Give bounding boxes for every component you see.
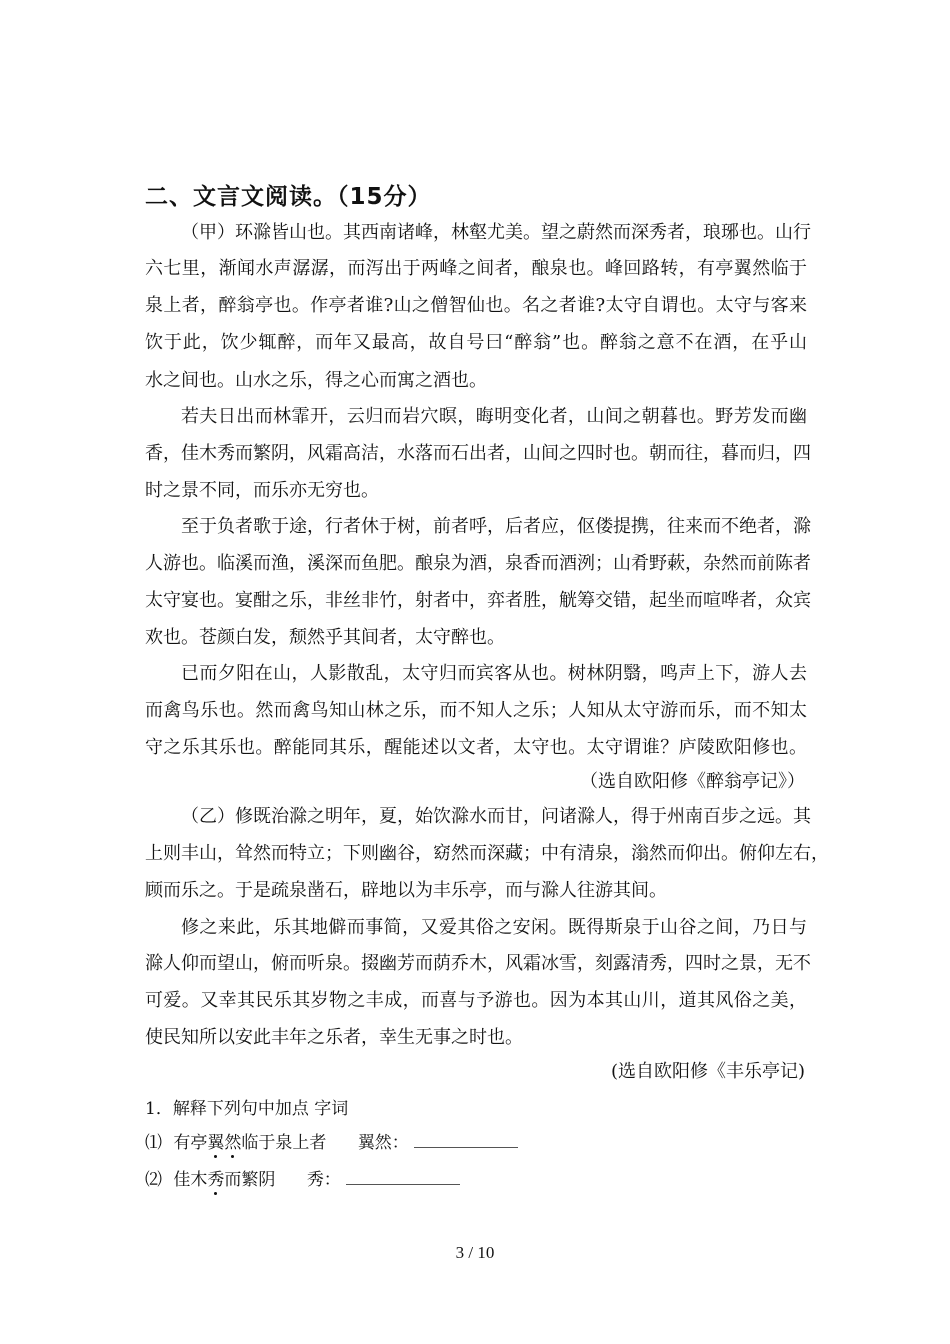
- passage-line: 至于负者歌于途，行者休于树，前者呼，后者应，伛偻提携，往来而不绝者，滁: [181, 516, 811, 537]
- passage-line: （乙）修既治滁之明年，夏，始饮滁水而甘，问诸滁人，得于州南百步之远。其: [181, 806, 811, 827]
- passage-line: 泉上者，醉翁亭也。作亭者谁?山之僧智仙也。名之者谁?太守自谓也。太守与客来: [145, 295, 807, 316]
- passage-line: 饮于此，饮少辄醉，而年又最高，故自号曰“醉翁”也。醉翁之意不在酒，在乎山: [145, 332, 807, 353]
- answer-blank[interactable]: [414, 1131, 518, 1148]
- passage-line: （甲）环滁皆山也。其西南诸峰，林壑尤美。望之蔚然而深秀者，琅琊也。山行: [181, 222, 811, 243]
- passage-line: 滁人仰而望山，俯而听泉。掇幽芳而荫乔木，风霜冰雪，刻露清秀，四时之景，无不: [145, 953, 811, 974]
- passage-line: 上则丰山，耸然而特立；下则幽谷，窈然而深藏；中有清泉，滃然而仰出。俯仰左右，: [145, 843, 829, 864]
- question-title: 1．解释下列句中加点 字词: [145, 1099, 349, 1119]
- passage-line: 修之来此，乐其地僻而事简，又爱其俗之安闲。既得斯泉于山谷之间，乃日与: [181, 917, 807, 938]
- passage-line: 时之景不同，而乐亦无穷也。: [145, 480, 379, 501]
- passage-line: 水之间也。山水之乐，得之心而寓之酒也。: [145, 370, 487, 391]
- passage-line: 守之乐其乐也。醉能同其乐，醒能述以文者，太守也。太守谓谁？庐陵欧阳修也。: [145, 737, 807, 758]
- dotted-character: 翼: [207, 1133, 225, 1153]
- passage-line: 使民知所以安此丰年之乐者，幸生无事之时也。: [145, 1027, 523, 1048]
- dotted-character: 秀: [207, 1170, 225, 1190]
- question-sentence-pre: 有亭: [173, 1133, 208, 1153]
- question-sentence-post: 而繁阴: [224, 1170, 276, 1190]
- passage-line: 欢也。苍颜白发，颓然乎其间者，太守醉也。: [145, 627, 505, 648]
- answer-blank[interactable]: [346, 1168, 460, 1185]
- source-citation-jia: （选自欧阳修《醉翁亭记》）: [580, 771, 805, 792]
- question-number: ⑵: [145, 1170, 162, 1190]
- question-item-2: [145, 1168, 460, 1192]
- page-number: 3 / 10: [455, 1243, 495, 1262]
- question-number: ⑴: [145, 1133, 162, 1153]
- question-sentence-pre: 佳木: [173, 1170, 208, 1190]
- passage-line: 可爱。又幸其民乐其岁物之丰成，而喜与予游也。因为本其山川，道其风俗之美，: [145, 990, 807, 1011]
- source-citation-yi: (选自欧阳修《丰乐亭记): [610, 1061, 805, 1082]
- answer-term: 秀：: [306, 1170, 341, 1190]
- passage-line: 六七里，渐闻水声潺潺，而泻出于两峰之间者，酿泉也。峰回路转，有亭翼然临于: [145, 258, 807, 279]
- passage-line: 顾而乐之。于是疏泉凿石，辟地以为丰乐亭，而与滁人往游其间。: [145, 880, 667, 901]
- passage-line: 若夫日出而林霏开，云归而岩穴暝，晦明变化者，山间之朝暮也。野芳发而幽: [181, 406, 807, 427]
- question-sentence-post: 临于泉上者: [241, 1133, 327, 1153]
- question-item-1: [145, 1131, 518, 1155]
- section-heading: 二、文言文阅读。（15分）: [145, 184, 432, 210]
- dotted-character: 然: [224, 1133, 242, 1153]
- passage-line: 而禽鸟乐也。然而禽鸟知山林之乐，而不知人之乐；人知从太守游而乐，而不知太: [145, 700, 807, 721]
- passage-line: 已而夕阳在山，人影散乱，太守归而宾客从也。树林阴翳，鸣声上下，游人去: [181, 663, 807, 684]
- passage-line: 人游也。临溪而渔，溪深而鱼肥。酿泉为酒，泉香而酒洌；山肴野蔌，杂然而前陈者: [145, 553, 811, 574]
- passage-line: 香，佳木秀而繁阴，风霜高洁，水落而石出者，山间之四时也。朝而往，暮而归，四: [145, 443, 811, 464]
- answer-term: 翼然：: [357, 1133, 409, 1153]
- passage-line: 太守宴也。宴酣之乐，非丝非竹，射者中，弈者胜，觥筹交错，起坐而喧哗者，众宾: [145, 590, 811, 611]
